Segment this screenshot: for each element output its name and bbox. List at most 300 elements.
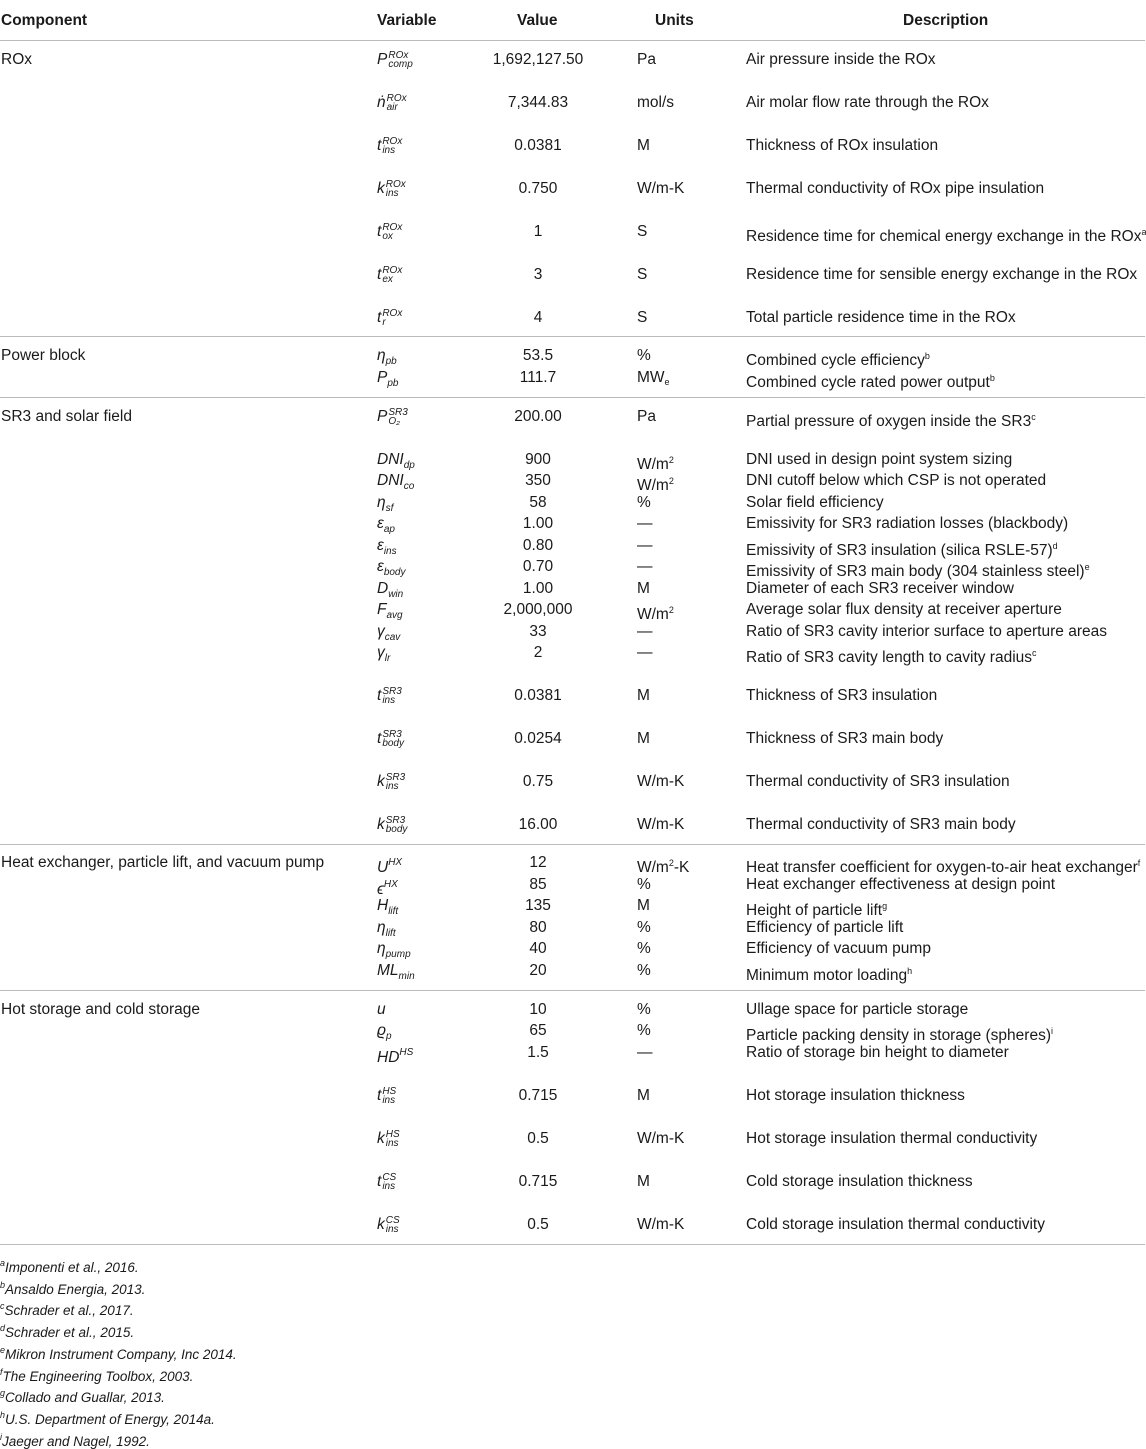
unit-text: %	[637, 962, 651, 979]
footnote-mark: f	[0, 1366, 3, 1377]
variable-superscript: ROx	[382, 222, 403, 233]
unit-cell	[637, 494, 651, 512]
description-cell	[746, 472, 1046, 490]
unit-cell	[637, 451, 674, 474]
unit-cell	[637, 687, 650, 705]
footnote-mark: d	[0, 1323, 6, 1334]
description-cell	[746, 730, 943, 748]
description-text: Air pressure inside the ROx	[746, 51, 936, 68]
unit-text: W/m-K	[637, 1130, 685, 1147]
variable-base: ε	[377, 537, 384, 554]
description-cell	[746, 962, 912, 985]
unit-cell	[637, 369, 670, 391]
unit-cell	[637, 1130, 684, 1148]
footnote-text: The Engineering Toolbox, 2003.	[2, 1368, 194, 1384]
description-text: Ratio of SR3 cavity length to cavity radius	[746, 649, 1033, 666]
footnote-mark: g	[0, 1388, 6, 1399]
variable-indices	[388, 51, 412, 69]
unit-text: S	[637, 266, 648, 283]
unit-text: W/m-K	[637, 1216, 685, 1233]
description-cell	[746, 919, 903, 937]
description-text: Emissivity of SR3 insulation (silica RSLE-57)	[746, 542, 1053, 559]
unit-cell	[637, 180, 684, 198]
value-cell: 1	[533, 223, 543, 240]
component-label: SR3 and solar field	[1, 408, 132, 425]
footnote-marker: c	[1031, 412, 1036, 422]
header-description: Description	[903, 12, 989, 29]
description-text: Thickness of SR3 main body	[746, 730, 944, 747]
footnote-mark: b	[0, 1279, 6, 1290]
unit-cell	[637, 1001, 651, 1019]
variable-symbol	[377, 1022, 392, 1046]
variable-base: P	[377, 51, 388, 69]
variable-symbol	[377, 94, 407, 112]
variable-superscript: HS	[382, 1086, 397, 1097]
variable-symbol	[377, 1173, 396, 1191]
footnote-mark: c	[0, 1301, 5, 1312]
description-text: Thickness of ROx insulation	[746, 137, 939, 154]
description-cell	[746, 347, 930, 370]
description-cell	[746, 408, 1036, 431]
description-cell	[746, 623, 1107, 641]
variable-indices	[387, 94, 407, 112]
footnote-mark: e	[0, 1344, 6, 1355]
description-cell	[746, 816, 1016, 834]
unit-text: %	[637, 940, 651, 957]
description-text: Height of particle lift	[746, 902, 883, 919]
value-cell: 200.00	[514, 408, 562, 425]
variable-base: t	[377, 1173, 382, 1191]
unit-cell	[637, 1044, 653, 1062]
unit-text: %	[637, 1022, 651, 1039]
component-label: Hot storage and cold storage	[1, 1001, 201, 1018]
variable-subscript: p	[385, 1031, 392, 1042]
footnote	[0, 1388, 165, 1405]
unit-cell	[637, 730, 650, 748]
variable-indices	[382, 137, 402, 155]
description-text: Emissivity for SR3 radiation losses (blackbody)	[746, 515, 1069, 532]
unit-cell	[637, 816, 684, 834]
variable-base: t	[377, 1087, 382, 1105]
unit-cell	[637, 537, 653, 555]
description-cell	[746, 940, 931, 958]
variable-base: DNI	[377, 451, 404, 468]
description-text: Ratio of storage bin height to diameter	[746, 1044, 1009, 1061]
variable-base: D	[377, 580, 389, 597]
footnote	[0, 1301, 134, 1318]
unit-text: M	[637, 730, 650, 747]
variable-symbol	[377, 408, 408, 426]
description-text: Total particle residence time in the ROx	[746, 309, 1016, 326]
variable-superscript: HX	[388, 857, 403, 868]
description-cell	[746, 537, 1058, 560]
description-text: Thermal conductivity of SR3 insulation	[746, 773, 1010, 790]
header-units: Units	[655, 12, 694, 29]
variable-subscript: body	[383, 567, 406, 578]
variable-superscript: ROx	[385, 179, 406, 190]
description-text: Residence time for chemical energy exchange in the ROx	[746, 228, 1142, 245]
variable-indices	[382, 266, 402, 284]
variable-subscript: ins	[382, 695, 396, 706]
value-cell: 53.5	[522, 347, 554, 364]
footnote	[0, 1280, 145, 1297]
unit-text: mol/s	[637, 94, 675, 111]
footnote-marker: i	[1050, 1026, 1053, 1036]
footnote-text: Collado and Guallar, 2013.	[5, 1390, 165, 1406]
variable-indices	[382, 1173, 396, 1191]
variable-indices	[388, 408, 407, 426]
value-cell: 0.715	[518, 1087, 558, 1104]
variable-symbol	[377, 347, 397, 371]
variable-subscript: ins	[382, 1095, 396, 1106]
unit-text: W/m-K	[637, 816, 685, 833]
footnote-marker: e	[1084, 562, 1090, 572]
unit-cell	[637, 515, 653, 533]
variable-indices	[386, 816, 408, 834]
footnote-text: Imponenti et al., 2016.	[5, 1260, 139, 1275]
row-divider	[0, 336, 1145, 337]
unit-text: W/m	[637, 606, 669, 623]
variable-subscript: ins	[382, 1181, 396, 1192]
description-text: Partial pressure of oxygen inside the SR3	[746, 413, 1032, 430]
variable-symbol	[377, 51, 413, 69]
value-cell: 2,000,000	[503, 601, 573, 618]
unit-text: W/m-K	[637, 180, 685, 197]
unit-cell	[637, 309, 647, 327]
header-variable: Variable	[377, 12, 437, 29]
variable-symbol	[377, 180, 406, 198]
variable-base: k	[377, 180, 385, 198]
variable-superscript: HX	[383, 879, 398, 890]
variable-symbol	[377, 1087, 396, 1105]
variable-base: P	[377, 408, 388, 426]
variable-base: η	[377, 494, 386, 511]
unit-cell	[637, 876, 651, 894]
variable-superscript: SR3	[382, 686, 402, 697]
footnote	[0, 1323, 134, 1340]
variable-indices	[386, 773, 405, 791]
component-label: Power block	[1, 347, 86, 364]
description-text: Combined cycle rated power output	[746, 374, 990, 391]
footnote-marker: h	[907, 966, 913, 976]
description-cell	[746, 180, 1044, 198]
value-cell: 4	[533, 309, 543, 326]
value-cell: 0.70	[522, 558, 554, 575]
description-cell	[746, 51, 936, 69]
description-text: Combined cycle efficiency	[746, 352, 925, 369]
unit-cell	[637, 580, 650, 598]
variable-subscript: pb	[385, 356, 397, 367]
variable-subscript: ins	[385, 781, 399, 792]
unit-text: —	[637, 515, 653, 532]
unit-superscript: 2	[668, 605, 674, 615]
footnote	[0, 1432, 150, 1449]
variable-symbol	[377, 962, 415, 986]
unit-cell	[637, 623, 653, 641]
description-cell	[746, 1022, 1053, 1045]
row-divider	[0, 990, 1145, 991]
variable-symbol	[377, 876, 398, 899]
variable-symbol	[377, 854, 402, 877]
value-cell: 0.0381	[514, 687, 562, 704]
unit-cell	[637, 854, 689, 877]
unit-cell	[637, 1022, 651, 1040]
description-text: Solar field efficiency	[746, 494, 884, 511]
variable-base: DNI	[377, 472, 404, 489]
unit-text: %	[637, 1001, 651, 1018]
variable-symbol	[377, 940, 411, 964]
unit-text: —	[637, 537, 653, 554]
table-header	[0, 0, 1145, 41]
variable-base: ϱ	[377, 1022, 386, 1039]
component-label: ROx	[1, 51, 32, 68]
unit-cell	[637, 919, 651, 937]
variable-superscript: SR3	[388, 407, 408, 418]
footnote	[0, 1410, 215, 1427]
unit-cell	[637, 940, 651, 958]
variable-base: γ	[377, 623, 385, 640]
footnote-marker: a	[1141, 227, 1146, 237]
value-cell: 0.5	[527, 1216, 549, 1233]
description-text: Air molar flow rate through the ROx	[746, 94, 989, 111]
variable-base: k	[377, 1130, 385, 1148]
variable-base: H	[377, 897, 389, 914]
component-label: Heat exchanger, particle lift, and vacuum pump	[1, 854, 325, 871]
value-cell: 0.0254	[514, 730, 562, 747]
variable-superscript: CS	[385, 1215, 400, 1226]
variable-subscript: lift	[385, 928, 396, 939]
header-value: Value	[517, 12, 558, 29]
unit-text: W/m-K	[637, 773, 685, 790]
description-text: Thermal conductivity of ROx pipe insulation	[746, 180, 1045, 197]
description-cell	[746, 369, 995, 392]
unit-cell	[637, 472, 674, 495]
description-cell	[746, 644, 1037, 667]
description-text: Thermal conductivity of SR3 main body	[746, 816, 1016, 833]
variable-symbol	[377, 773, 405, 791]
description-cell	[746, 94, 989, 112]
variable-superscript: CS	[382, 1172, 397, 1183]
variable-indices	[386, 1130, 400, 1148]
variable-subscript: win	[388, 589, 404, 600]
row-divider	[0, 844, 1145, 845]
variable-base: ε	[377, 558, 384, 575]
footnote-marker: c	[1032, 648, 1037, 658]
variable-indices	[382, 730, 404, 748]
footnote-text: Jaeger and Nagel, 1992.	[2, 1433, 150, 1449]
variable-superscript: SR3	[385, 772, 406, 783]
unit-cell	[637, 51, 656, 69]
variable-subscript: avg	[386, 610, 403, 621]
variable-base: t	[377, 687, 382, 705]
description-text: Efficiency of particle lift	[746, 919, 904, 936]
variable-subscript: co	[403, 481, 415, 492]
description-cell	[746, 494, 884, 512]
variable-base: ε	[377, 515, 384, 532]
unit-cell	[637, 408, 656, 426]
variable-base: HD	[377, 1049, 400, 1066]
value-cell: 3	[533, 266, 543, 283]
footnote-marker: f	[1137, 858, 1141, 868]
unit-cell	[637, 137, 650, 155]
unit-cell	[637, 347, 651, 365]
description-text: Cold storage insulation thickness	[746, 1173, 973, 1190]
variable-indices	[382, 687, 401, 705]
variable-base: ML	[377, 962, 399, 979]
variable-subscript: body	[382, 738, 404, 749]
description-text: Efficiency of vacuum pump	[746, 940, 931, 957]
unit-text: Pa	[637, 51, 656, 68]
unit-cell	[637, 1173, 650, 1191]
footnote	[0, 1258, 139, 1275]
variable-symbol	[377, 309, 402, 327]
unit-text: %	[637, 919, 651, 936]
unit-cell	[637, 266, 647, 284]
variable-base: γ	[377, 644, 385, 661]
unit-text: —	[637, 644, 653, 661]
unit-text: W/m	[637, 477, 669, 494]
variable-base: U	[377, 859, 389, 876]
variable-subscript: r	[382, 317, 386, 328]
variable-subscript: ex	[382, 274, 393, 285]
unit-text: W/m	[637, 859, 669, 876]
variable-indices	[386, 180, 406, 198]
variable-symbol	[377, 1216, 400, 1234]
value-cell: 350	[525, 472, 551, 489]
footnote-text: U.S. Department of Energy, 2014a.	[5, 1411, 215, 1427]
footnote-text: Ansaldo Energia, 2013.	[5, 1281, 146, 1297]
description-cell	[746, 451, 1012, 469]
variable-symbol	[377, 515, 395, 539]
variable-subscript: min	[398, 971, 415, 982]
variable-superscript: SR3	[385, 815, 406, 826]
value-cell: 2	[533, 644, 543, 661]
variable-subscript: ins	[382, 145, 396, 156]
variable-base: ṅ	[377, 94, 386, 112]
header-component: Component	[1, 12, 88, 29]
variable-subscript: lr	[384, 653, 391, 664]
description-cell	[746, 1130, 1037, 1148]
unit-text: M	[637, 1173, 650, 1190]
variable-base: t	[377, 223, 382, 241]
value-cell: 12	[529, 854, 547, 871]
value-cell: 20	[529, 962, 547, 979]
value-cell: 85	[529, 876, 547, 893]
variable-base: t	[377, 730, 382, 748]
variable-symbol	[377, 816, 407, 834]
value-cell: 7,344.83	[507, 94, 569, 111]
variable-subscript: ins	[385, 188, 399, 199]
value-cell: 135	[525, 897, 551, 914]
variable-base: η	[377, 919, 386, 936]
description-cell	[746, 854, 1140, 877]
unit-text: M	[637, 897, 650, 914]
unit-text: M	[637, 580, 650, 597]
footnote-mark: a	[0, 1258, 6, 1268]
variable-symbol	[377, 1001, 386, 1019]
description-cell	[746, 1087, 965, 1105]
variable-subscript: lift	[388, 906, 399, 917]
unit-text: S	[637, 309, 648, 326]
variable-subscript: ins	[383, 546, 397, 557]
unit-text: —	[637, 623, 653, 640]
description-text: Diameter of each SR3 receiver window	[746, 580, 1014, 597]
value-cell: 0.0381	[514, 137, 562, 154]
unit-text: S	[637, 223, 648, 240]
variable-subscript: pb	[387, 378, 399, 389]
variable-superscript: ROx	[382, 136, 403, 147]
unit-text: M	[637, 137, 650, 154]
row-divider	[0, 1244, 1145, 1245]
variable-symbol	[377, 137, 402, 155]
unit-superscript: 2	[668, 476, 674, 486]
value-cell: 65	[529, 1022, 547, 1039]
footnote-marker: b	[989, 373, 995, 383]
description-cell	[746, 773, 1010, 791]
unit-cell	[637, 962, 651, 980]
footnote	[0, 1367, 193, 1384]
unit-cell	[637, 644, 653, 662]
variable-subscript: ins	[385, 1138, 399, 1149]
value-cell: 0.80	[522, 537, 554, 554]
footnote-marker: d	[1052, 541, 1058, 551]
unit-text: —	[637, 1044, 653, 1061]
variable-base: η	[377, 940, 386, 957]
unit-text: Pa	[637, 408, 656, 425]
unit-text: —	[637, 558, 653, 575]
description-cell	[746, 266, 1137, 284]
unit-cell	[637, 601, 674, 624]
variable-symbol	[377, 730, 404, 748]
unit-text: %	[637, 876, 651, 893]
description-cell	[746, 309, 1016, 327]
description-text: Minimum motor loading	[746, 967, 908, 984]
description-text: Heat transfer coefficient for oxygen-to-air heat exchanger	[746, 859, 1138, 876]
value-cell: 10	[529, 1001, 547, 1018]
value-cell: 0.75	[522, 773, 554, 790]
variable-subscript: ap	[383, 524, 395, 535]
description-text: Hot storage insulation thickness	[746, 1087, 965, 1104]
variable-symbol	[377, 1130, 400, 1148]
variable-subscript: ox	[382, 231, 393, 242]
variable-base: η	[377, 347, 386, 364]
variable-subscript: sf	[385, 503, 394, 514]
value-cell: 0.715	[518, 1173, 558, 1190]
unit-cell	[637, 773, 684, 791]
description-text: Ratio of SR3 cavity interior surface to aperture areas	[746, 623, 1107, 640]
variable-indices	[382, 309, 402, 327]
variable-subscript: dp	[403, 460, 415, 471]
description-text: Particle packing density in storage (spheres)	[746, 1027, 1051, 1044]
variable-symbol	[377, 369, 398, 393]
variable-symbol	[377, 223, 402, 241]
footnote-marker: g	[882, 901, 888, 911]
variable-symbol	[377, 266, 402, 284]
unit-text: %	[637, 347, 651, 364]
footnote	[0, 1345, 237, 1362]
variable-subscript: comp	[388, 59, 413, 70]
value-cell: 1,692,127.50	[492, 51, 584, 68]
variable-indices	[386, 1216, 400, 1234]
footnote-text: Schrader et al., 2015.	[5, 1325, 135, 1341]
value-cell: 111.7	[519, 369, 557, 386]
unit-tail: -K	[673, 859, 690, 876]
variable-indices	[382, 1087, 396, 1105]
value-cell: 33	[529, 623, 547, 640]
unit-cell	[637, 558, 653, 576]
variable-superscript: SR3	[382, 729, 402, 740]
description-text: Heat exchanger effectiveness at design point	[746, 876, 1056, 893]
